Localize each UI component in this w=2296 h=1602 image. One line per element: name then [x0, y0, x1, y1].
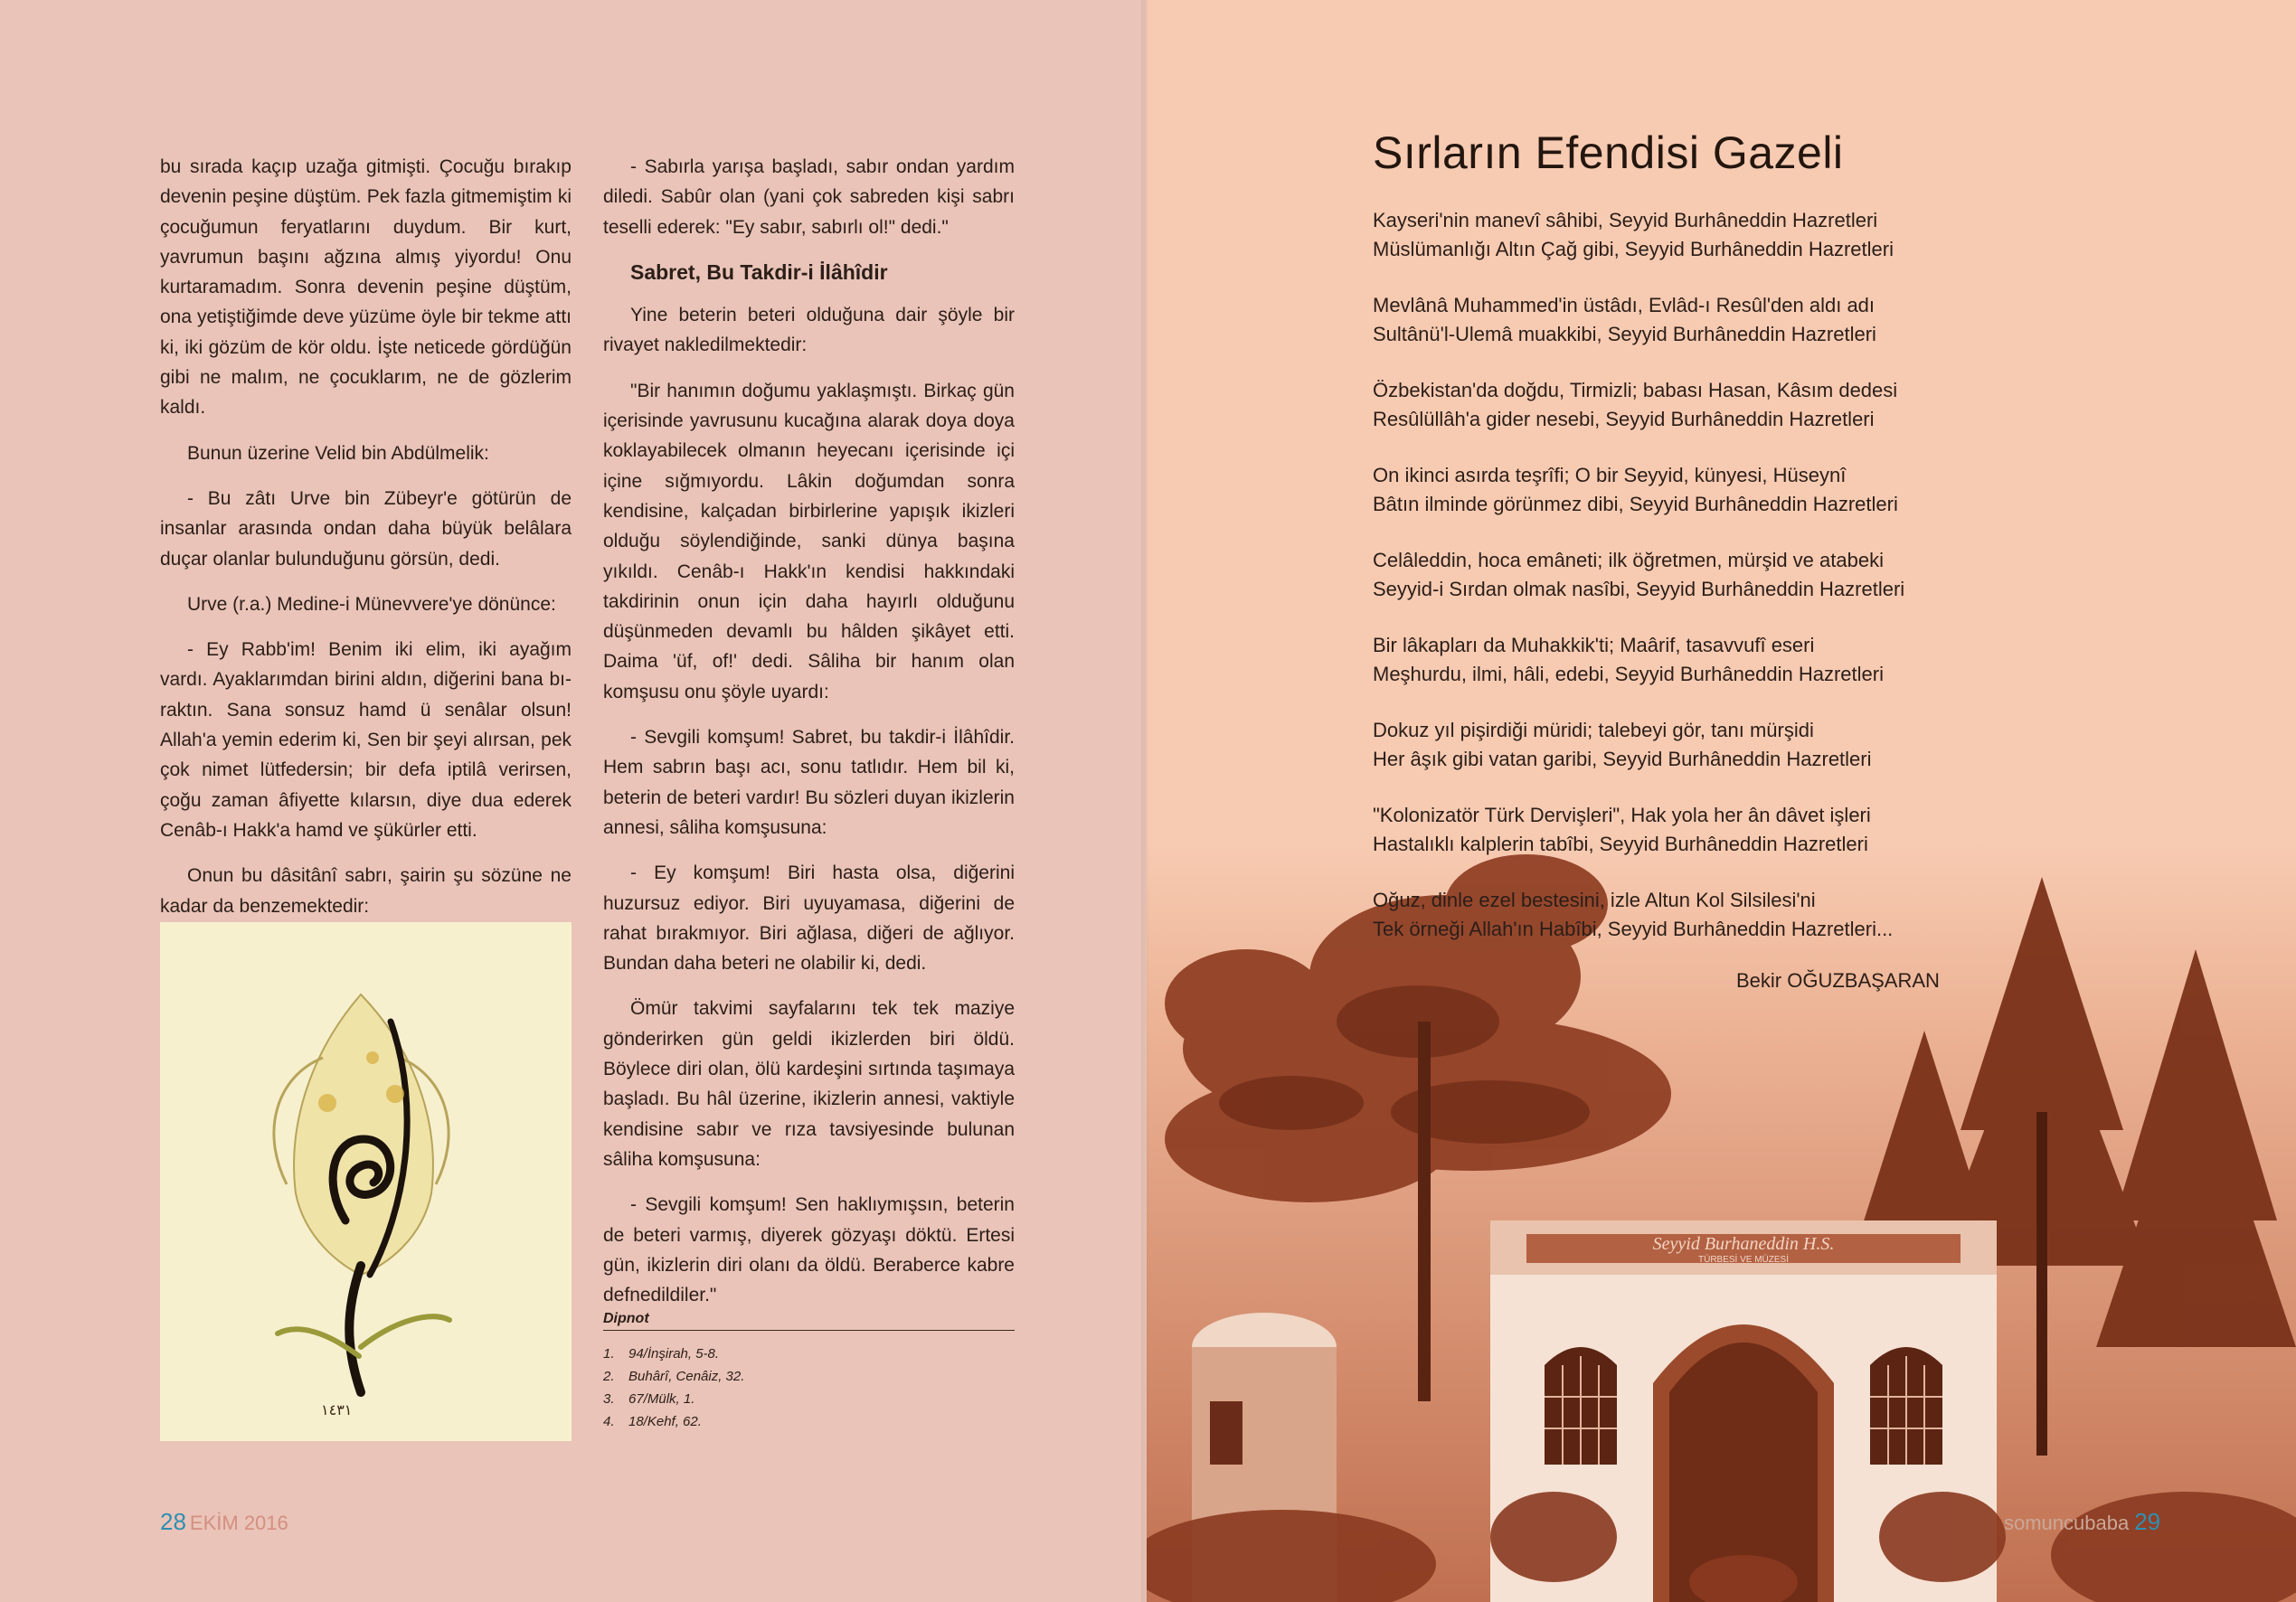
page-number-left — [160, 1508, 288, 1536]
paragraph: - Sevgili komşum! Sabret, bu takdir-i İlâhîdir. Hem sabrın başı acı, sonu tatlıdır. Hem bil ki, beterin de beteri vardır! Bu sözleri duyan ikizlerin annesi, sâliha komşusuna: — [603, 727, 1015, 838]
tulip-calligraphy-icon — [160, 922, 572, 1441]
photo-sign-text: Seyyid Burhaneddin H.S. — [1652, 1234, 1835, 1254]
paragraph: - Ey Rabb'im! Benim iki elim, iki ayağım vardı. Ayaklarımdan birini aldın, diğerini bana bı-raktın. Sana sonsuz hamd ü senâlar olsun! Allah'a yemin ederim ki, Sen bir şeyi alırsan, pek çok nimet lütfedersin; bir defa iptilâ verirsen, çoğu zaman âfiyette kılarsın, diye dua ederek Cenâb-ı Hakk'a hamd ve şükürler etti. — [160, 639, 572, 841]
calligraphy-signature: ١٤٣١ — [321, 1401, 353, 1418]
paragraph: Yine beterin beteri olduğuna dair şöyle bir rivayet nakledilmektedir: — [603, 305, 1015, 356]
paragraph: Bunun üzerine Velid bin Abdülmelik: — [187, 442, 489, 464]
paragraph: - Bu zâtı Urve bin Zübeyr'e götürün de insanlar arasında ondan daha büyük belâlara duçar olanlar bulunduğunu görsün, dedi. — [160, 487, 572, 570]
poem-stanza: Bir lâkapları da Muhakkik'ti; Maârif, tasavvufî eseri Meşhurdu, ilmi, hâli, edebi, Seyyid Burhâneddin Hazretleri — [1373, 634, 1884, 685]
section-subheading: Sabret, Bu Takdir-i İlâhîdir — [630, 259, 888, 284]
poem-stanza: Kayseri'nin manevî sâhibi, Seyyid Burhâneddin Hazretleri Müslümanlığı Altın Çağ gibi, Seyyid Burhâneddin Hazretleri — [1373, 209, 1894, 260]
footnote-item: 3. 67/Mülk, 1. — [603, 1391, 695, 1407]
photo-sign-subtext: TÜRBESİ VE MÜZESİ — [1697, 1255, 1790, 1265]
footnotes-list — [603, 1343, 1015, 1433]
page-number: 28 — [160, 1508, 186, 1535]
paragraph: "Bir hanımın doğumu yaklaşmıştı. Birkaç gün içerisinde yavrusunu kucağına alarak doya doya koklayabilecek olmanın heyecanı içerisinde içi içine sığmıyordu. Lâkin doğumdan sonra kendisine, kalçadan birbirlerine yapışık ikizleri olduğu söylendiğinde, sanki dünya başına yıkıldı. Cenâb-ı Hakk'ın kendisi hakkındaki takdirinin onun için daha hayırlı olduğunu düşünmeden devamlı bu hâlden şikâyet etti. Daima 'üf, of!' dedi. Sâliha bir hanım olan komşusu onu şöyle uyardı: — [603, 380, 1015, 702]
tulip-calligraphy-image — [160, 922, 572, 1441]
paragraph: - Ey komşum! Biri hasta olsa, diğerini huzursuz ediyor. Biri uyuyamasa, diğerini de rahat bırakmıyor. Biri ağlasa, diğeri de ağlıyor. Bundan daha beteri ne olabilir ki, dedi. — [603, 862, 1015, 975]
footnote-item: 2. Buhârî, Cenâiz, 32. — [603, 1369, 745, 1384]
poem-stanza: Oğuz, dinle ezel bestesini, izle Altun Kol Silsilesi'ni Tek örneği Allah'ın Habîbi, Seyyid Burhâneddin Hazretleri... — [1373, 889, 1894, 940]
book-spine-shadow — [1141, 0, 1150, 1602]
left-column-1 — [160, 152, 572, 937]
footnotes-title: Dipnot — [603, 1311, 1015, 1331]
poem-stanza: Özbekistan'da doğdu, Tirmizli; babası Hasan, Kâsım dedesi Resûlüllâh'a gider nesebi, Seyyid Burhâneddin Hazretleri — [1373, 379, 1898, 430]
footnote-item: 4. 18/Kehf, 62. — [603, 1414, 702, 1429]
poem-stanza: On ikinci asırda teşrîfi; O bir Seyyid, künyesi, Hüseynî Bâtın ilminde görünmez dibi, Seyyid Burhâneddin Hazretleri — [1373, 464, 1898, 515]
paragraph: bu sırada kaçıp uzağa gitmişti. Çocuğu bırakıp devenin peşine düştüm. Pek fazla gitmemiştim ki çocuğumun feryatlarını duydum. Bir kurt, yavrumun başını ağzına almış yiyordu! Onu kurtaramadım. Sonra devenin peşine düştüm, ona yetiştiğimde deve yüzüme öyle bir tekme attı ki, iki gözüm de kör oldu. İşte neticede gördüğün gibi ne malım, ne çocuklarım, ne de gözlerim kaldı. — [160, 156, 572, 419]
footnote-item: 1. 94/İnşirah, 5-8. — [603, 1346, 720, 1362]
paragraph: Onun bu dâsitânî sabrı, şairin şu sözüne ne kadar da benzemektedir: — [160, 865, 572, 917]
issue-date: EKİM 2016 — [189, 1512, 288, 1534]
poem-stanza: Celâleddin, hoca emâneti; ilk öğretmen, mürşid ve atabeki Seyyid-i Sırdan olmak nasîbi, Seyyid Burhâneddin Hazretleri — [1373, 549, 1905, 600]
poem-title: Sırların Efendisi Gazeli — [1373, 127, 1844, 178]
paragraph: - Sabırla yarışa başladı, sabır ondan yardım diledi. Sabûr olan (yani çok sabreden kişi sabrı teselli ederek: "Ey sabır, sabırlı ol!" dedi." — [603, 156, 1015, 238]
paragraph: Ömür takvimi sayfalarını tek tek maziye gönderirken gün geldi ikizlerden biri öldü. Böylece diri olan, ölü kardeşini sırtında taşımaya başladı. Bu hâl üzerine, ikizlerin annesi, vaktiyle kendisine sabır ve rıza tavsiyesinde bulunan sâliha komşusuna: — [603, 998, 1015, 1170]
poem-author: Bekir OĞUZBAŞARAN — [1736, 969, 1940, 992]
poem-stanza: Mevlânâ Muhammed'in üstâdı, Evlâd-ı Resûl'den aldı adı Sultânü'l-Ulemâ muakkibi, Seyyid Burhâneddin Hazretleri — [1373, 294, 1876, 345]
left-column-2 — [603, 152, 1015, 1325]
page-number-right — [2004, 1508, 2160, 1536]
poem-body — [1373, 206, 2006, 971]
poem-stanza: "Kolonizatör Türk Dervişleri", Hak yola her ân dâvet işleri Hastalıklı kalplerin tabîbi, Seyyid Burhâneddin Hazretleri — [1373, 804, 1871, 855]
page-number: 29 — [2134, 1508, 2161, 1535]
paragraph: Urve (r.a.) Medine-i Münevvere'ye dönünce: — [187, 593, 556, 615]
poem-stanza: Dokuz yıl pişirdiği müridi; talebeyi gör, tanı mürşidi Her âşık gibi vatan garibi, Seyyid Burhâneddin Hazretleri — [1373, 719, 1872, 770]
magazine-name: somuncubaba — [2004, 1512, 2130, 1534]
paragraph: - Sevgili komşum! Sen haklıymışsın, beterin de beteri varmış, diyerek gözyaşı döktü. Ertesi gün, ikizlerin diri olanı da öldü. Beraberce kabre defnedildiler." — [603, 1194, 1015, 1306]
